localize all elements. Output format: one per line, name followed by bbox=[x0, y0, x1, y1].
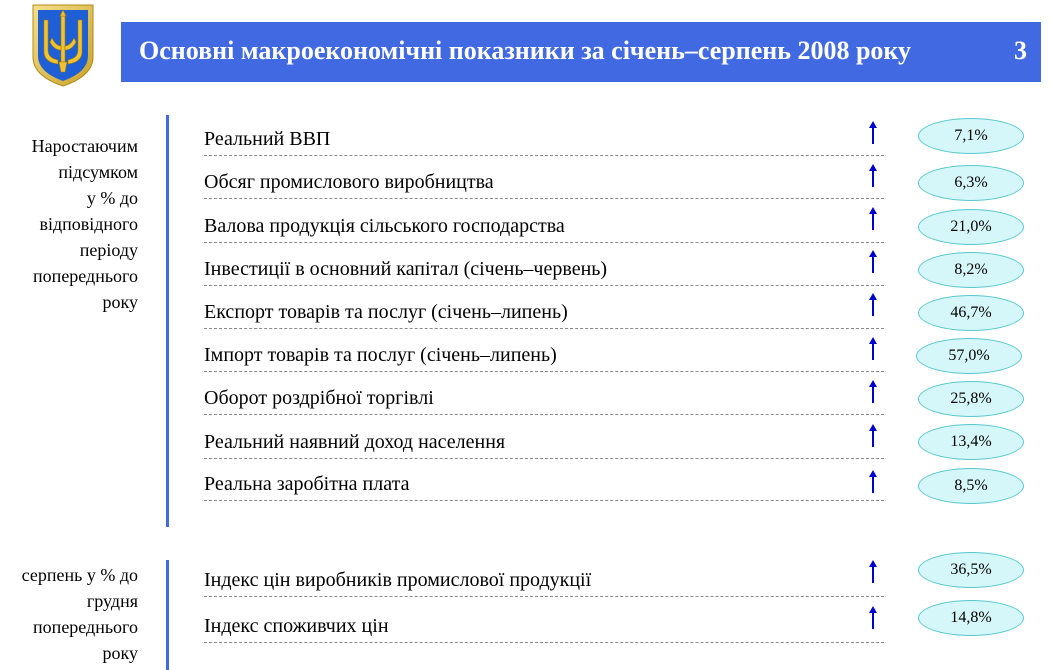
value-badge: 8,5% bbox=[918, 468, 1024, 504]
indicator-row bbox=[204, 168, 884, 199]
section1-divider bbox=[166, 115, 169, 527]
indicator-row bbox=[204, 255, 884, 286]
arrow-up-icon bbox=[868, 470, 878, 494]
indicator-label: Інвестиції в основний капітал (січень–червень) bbox=[204, 258, 608, 280]
indicator-label: Оборот роздрібної торгівлі bbox=[204, 387, 434, 409]
indicator-label: Індекс цін виробників промислової продукції bbox=[204, 569, 592, 591]
indicator-row bbox=[204, 428, 884, 459]
indicator-label: Індекс споживчих цін bbox=[204, 615, 389, 637]
indicator-label: Обсяг промислового виробництва bbox=[204, 171, 494, 193]
indicator-label: Валова продукція сільського господарства bbox=[204, 215, 565, 237]
indicator-label: Реальна заробітна плата bbox=[204, 473, 410, 495]
section2-label-line: року bbox=[102, 643, 138, 663]
indicator-label: Реальний наявний доход населення bbox=[204, 431, 506, 453]
section1-label-line: у % до bbox=[86, 188, 138, 208]
indicator-row bbox=[204, 470, 884, 501]
indicator-row bbox=[204, 212, 884, 243]
indicator-row bbox=[204, 125, 884, 156]
value-badge: 13,4% bbox=[918, 424, 1024, 460]
indicator-label: Експорт товарів та послуг (січень–липень) bbox=[204, 301, 568, 323]
section1-label bbox=[4, 133, 138, 315]
section1-label-line: періоду bbox=[79, 240, 138, 260]
indicator-row bbox=[204, 341, 884, 372]
section1-label-line: Наростаючим bbox=[31, 136, 138, 156]
section2-label bbox=[4, 562, 138, 666]
value-badge: 21,0% bbox=[918, 209, 1024, 245]
slide-title: Основні макроекономічні показники за січень–серпень 2008 року bbox=[139, 36, 912, 65]
indicator-row bbox=[204, 384, 884, 415]
indicator-row bbox=[204, 298, 884, 329]
section1-label-line: підсумком bbox=[58, 162, 138, 182]
indicator-row bbox=[204, 612, 884, 643]
value-badge: 36,5% bbox=[918, 552, 1024, 588]
value-badge: 7,1% bbox=[918, 118, 1024, 154]
value-badge: 6,3% bbox=[918, 165, 1024, 201]
arrow-up-icon bbox=[868, 337, 878, 361]
section2-label-line: грудня bbox=[86, 591, 138, 611]
indicator-label: Реальний ВВП bbox=[204, 128, 331, 150]
section2-label-line: серпень у % до bbox=[21, 565, 138, 585]
arrow-up-icon bbox=[868, 121, 878, 145]
arrow-up-icon bbox=[868, 380, 878, 404]
section1-label-line: року bbox=[102, 292, 138, 312]
section1-label-line: попереднього bbox=[33, 266, 138, 286]
coat-of-arms-icon bbox=[30, 2, 96, 88]
title-bar bbox=[121, 22, 1041, 82]
arrow-up-icon bbox=[868, 164, 878, 188]
arrow-up-icon bbox=[868, 424, 878, 448]
arrow-up-icon bbox=[868, 606, 878, 630]
section1-label-line: відповідного bbox=[39, 214, 138, 234]
indicator-row bbox=[204, 566, 884, 597]
value-badge: 57,0% bbox=[916, 338, 1022, 374]
section2-label-line: попереднього bbox=[33, 617, 138, 637]
page-number: 3 bbox=[1014, 36, 1027, 65]
value-badge: 14,8% bbox=[918, 600, 1024, 636]
value-badge: 25,8% bbox=[918, 381, 1024, 417]
value-badge: 46,7% bbox=[918, 295, 1024, 331]
arrow-up-icon bbox=[868, 207, 878, 231]
arrow-up-icon bbox=[868, 293, 878, 317]
indicator-label: Імпорт товарів та послуг (січень–липень) bbox=[204, 344, 557, 366]
value-badge: 8,2% bbox=[918, 252, 1024, 288]
section2-divider bbox=[166, 560, 169, 670]
arrow-up-icon bbox=[868, 560, 878, 584]
arrow-up-icon bbox=[868, 250, 878, 274]
